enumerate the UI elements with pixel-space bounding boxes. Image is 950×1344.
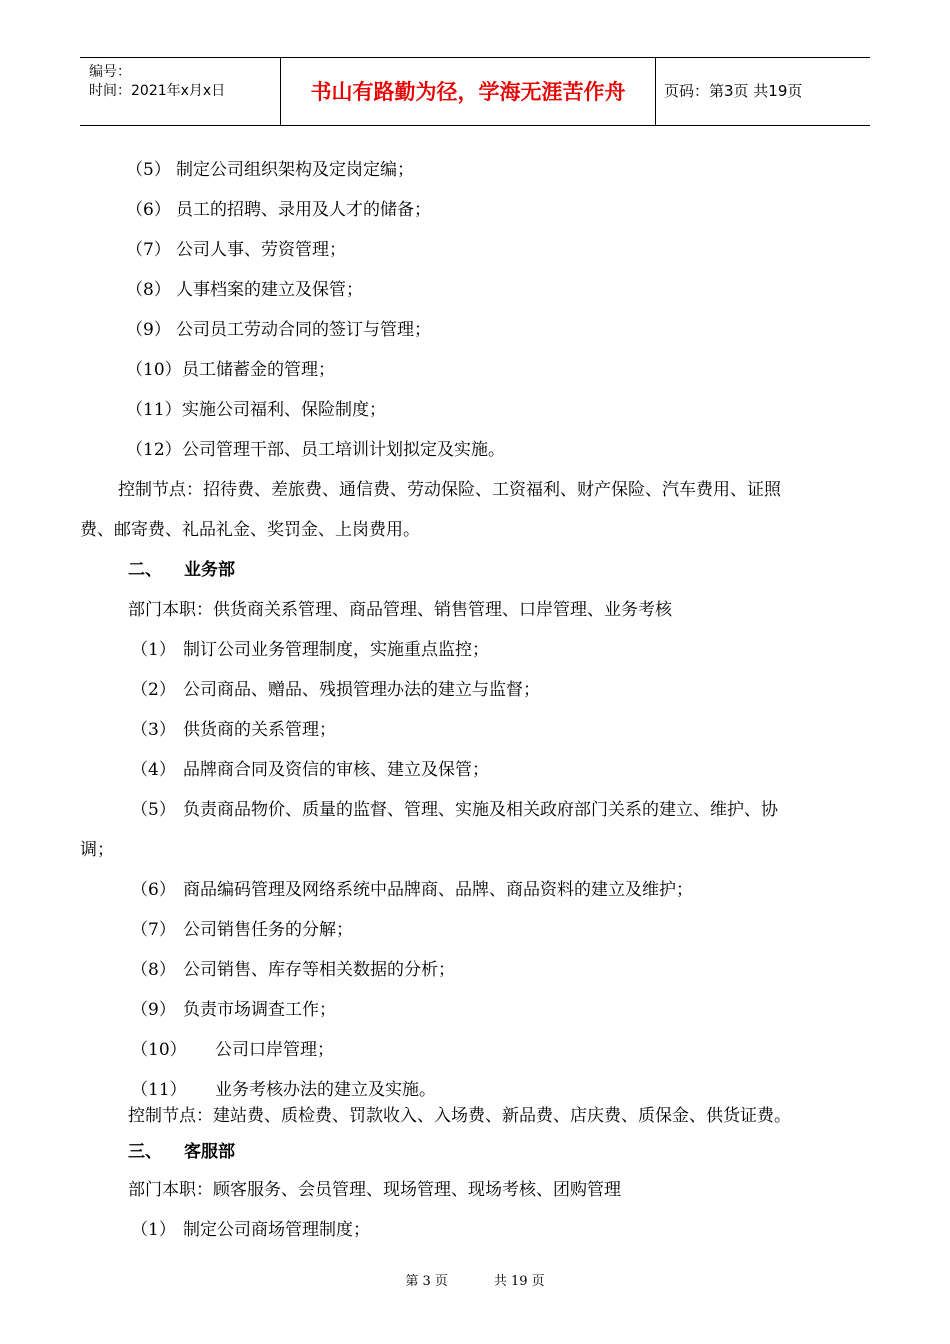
list-item	[131, 1218, 370, 1242]
item-text: 品牌商合同及资信的审核、建立及保管；	[183, 760, 489, 780]
page-footer	[0, 1270, 950, 1289]
document-number-label: 编号：	[89, 64, 131, 80]
item-number: （1）	[131, 640, 176, 660]
item-number: （2）	[131, 680, 176, 700]
item-text: 公司商品、赠品、残损管理办法的建立与监督；	[183, 680, 540, 700]
item-text: 人事档案的建立及保管；	[176, 280, 363, 300]
paragraph-text: 部门本职：顾客服务、会员管理、现场管理、现场考核、团购管理	[128, 1180, 621, 1200]
footer-page-number: 第 3 页	[405, 1274, 448, 1289]
item-text: 制定公司组织架构及定岗定编；	[176, 160, 414, 180]
item-text: 业务考核办法的建立及实施。	[215, 1080, 436, 1100]
department-duty	[128, 598, 672, 622]
item-text: 公司人事、劳资管理；	[176, 240, 346, 260]
document-header	[80, 57, 870, 126]
item-text: 员工的招聘、录用及人才的储备；	[176, 200, 431, 220]
item-number: （4）	[131, 760, 176, 780]
item-number: （6）	[131, 880, 176, 900]
section-heading	[128, 558, 235, 582]
item-number: （5）	[126, 160, 171, 180]
footer-total-pages: 共 19 页	[493, 1274, 545, 1289]
list-item	[131, 1038, 334, 1062]
list-item	[131, 678, 540, 702]
list-item	[131, 758, 489, 782]
item-text: 实施公司福利、保险制度；	[182, 400, 386, 420]
list-item	[131, 1078, 436, 1102]
item-number: （11）	[131, 1080, 187, 1100]
item-number: （9）	[126, 320, 171, 340]
item-text: 负责商品物价、质量的监督、管理、实施及相关政府部门关系的建立、维护、协	[183, 800, 778, 820]
header-page-info: 页码：第3页 共19页	[664, 82, 803, 100]
item-text: 负责市场调查工作；	[183, 1000, 336, 1020]
item-text: 制订公司业务管理制度，实施重点监控；	[183, 640, 489, 660]
header-meta-cell	[80, 58, 281, 125]
section-number: 二、	[128, 560, 162, 580]
list-item	[131, 958, 455, 982]
document-time-label: 时间：2021年x月x日	[89, 83, 226, 99]
item-text: 供货商的关系管理；	[183, 720, 336, 740]
section-heading	[128, 1140, 235, 1164]
list-item	[126, 198, 431, 222]
item-number: （8）	[126, 280, 171, 300]
section-title: 业务部	[184, 560, 235, 580]
list-item	[126, 438, 505, 462]
list-item	[126, 398, 386, 422]
list-item	[131, 638, 489, 662]
paragraph-text: 部门本职：供货商关系管理、商品管理、销售管理、口岸管理、业务考核	[128, 600, 672, 620]
item-number: （10）	[131, 1040, 187, 1060]
item-text: 公司管理干部、员工培训计划拟定及实施。	[182, 440, 505, 460]
list-item	[126, 278, 363, 302]
list-item	[131, 918, 353, 942]
item-text: 制定公司商场管理制度；	[183, 1220, 370, 1240]
item-number: （7）	[126, 240, 171, 260]
item-number: （1）	[131, 1220, 176, 1240]
list-item	[131, 878, 693, 902]
item-text: 公司销售、库存等相关数据的分析；	[183, 960, 455, 980]
item-number: （7）	[131, 920, 176, 940]
list-item-continued	[80, 838, 114, 862]
control-nodes-text-continued	[80, 518, 420, 542]
item-number: （9）	[131, 1000, 176, 1020]
list-item	[131, 798, 778, 822]
item-text: 公司口岸管理；	[215, 1040, 334, 1060]
paragraph-text: 费、邮寄费、礼品礼金、奖罚金、上岗费用。	[80, 520, 420, 540]
item-number: （5）	[131, 800, 176, 820]
header-motto: 书山有路勤为径，学海无涯苦作舟	[281, 58, 656, 125]
item-text: 员工储蓄金的管理；	[182, 360, 335, 380]
list-item	[126, 158, 414, 182]
control-nodes-text	[128, 1104, 791, 1128]
item-number: （12）	[126, 440, 182, 460]
list-item	[131, 718, 336, 742]
department-duty	[128, 1178, 621, 1202]
item-text: 公司销售任务的分解；	[183, 920, 353, 940]
item-number: （8）	[131, 960, 176, 980]
list-item	[131, 998, 336, 1022]
item-number: （6）	[126, 200, 171, 220]
item-number: （3）	[131, 720, 176, 740]
section-number: 三、	[128, 1142, 162, 1162]
item-text: 调；	[80, 840, 114, 860]
paragraph-text: 控制节点：建站费、质检费、罚款收入、入场费、新品费、店庆费、质保金、供货证费。	[128, 1106, 791, 1126]
list-item	[126, 238, 346, 262]
item-number: （10）	[126, 360, 182, 380]
list-item	[126, 318, 431, 342]
section-title: 客服部	[184, 1142, 235, 1162]
item-text: 公司员工劳动合同的签订与管理；	[176, 320, 431, 340]
paragraph-text: 控制节点：招待费、差旅费、通信费、劳动保险、工资福利、财产保险、汽车费用、证照	[118, 480, 781, 500]
control-nodes-text	[118, 478, 781, 502]
item-text: 商品编码管理及网络系统中品牌商、品牌、商品资料的建立及维护；	[183, 880, 693, 900]
list-item	[126, 358, 335, 382]
item-number: （11）	[126, 400, 182, 420]
